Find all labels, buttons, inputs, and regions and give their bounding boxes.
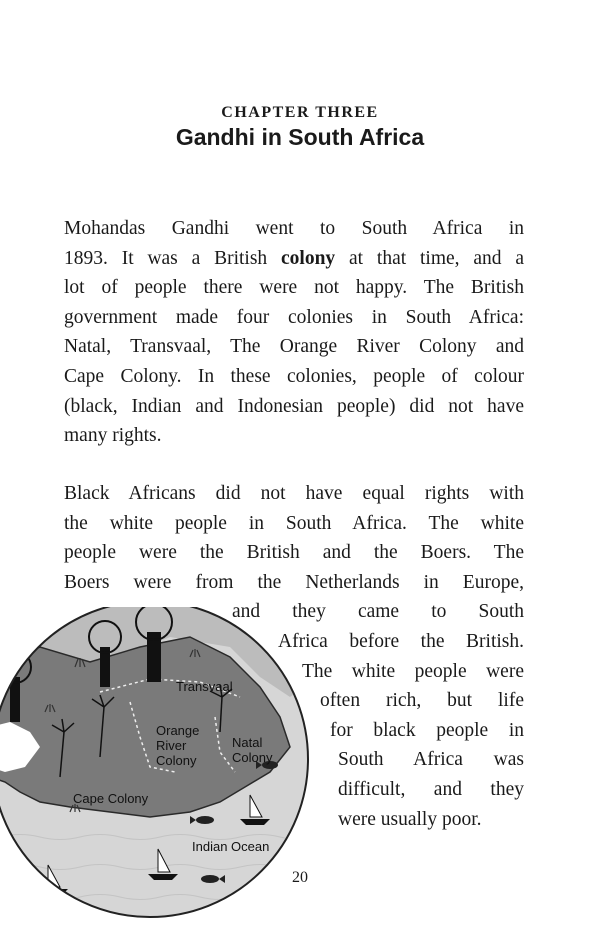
glossary-term-colony: colony — [281, 247, 336, 269]
paragraph-line: government made four colonies in South Africa: — [64, 306, 524, 328]
paragraph-line: South Africa was — [338, 749, 524, 770]
map-label-natal-colony — [232, 735, 272, 765]
paragraph-line: Black Africans did not have equal rights with — [64, 483, 524, 504]
paragraph-line: lot of people there were not happy. The British — [64, 277, 524, 299]
paragraph-line: The white people were — [302, 661, 524, 682]
map-label-indian-ocean: Indian Ocean — [192, 839, 270, 854]
paragraph-2 — [64, 479, 524, 597]
paragraph-line: Natal, Transvaal, The Orange River Colony and — [64, 336, 524, 358]
paragraph-line: many rights. — [64, 425, 162, 447]
map-label-orange-river-colony — [156, 723, 199, 768]
paragraph-line: were usually poor. — [338, 809, 482, 830]
page-number: 20 — [292, 869, 308, 886]
paragraph-line: Africa before the British. — [278, 631, 524, 652]
map-label-line: River — [156, 738, 187, 753]
map-label-transvaal: Transvaal — [176, 679, 233, 694]
paragraph-line: Cape Colony. In these colonies, people of colour — [64, 365, 524, 387]
paragraph-line: often rich, but life — [320, 690, 524, 711]
paragraph-line: difficult, and they — [338, 779, 524, 800]
map-label-line: Colony — [156, 753, 197, 768]
map-label-cape-colony: Cape Colony — [73, 791, 149, 806]
text-run: at that time, and a — [335, 247, 524, 269]
paragraph-line: Boers were from the Netherlands in Europe, — [64, 571, 524, 593]
paragraph-line: the white people in South Africa. The white — [64, 512, 524, 534]
map-label-line: Natal — [232, 735, 263, 750]
map-label-line: Orange — [156, 723, 200, 738]
chapter-label: CHAPTER THREE — [221, 104, 379, 121]
paragraph-line — [64, 244, 524, 274]
paragraph-1 — [64, 214, 524, 451]
text-run: 1893. It was a British — [64, 247, 282, 269]
paragraph-line: for black people in — [330, 720, 524, 741]
chapter-title: Gandhi in South Africa — [175, 124, 425, 150]
map-label-line: Colony — [232, 750, 273, 765]
paragraph-line: (black, Indian and Indonesian people) did not have — [64, 395, 524, 417]
paragraph-line: people were the British and the Boers. The — [64, 542, 524, 564]
south-africa-map — [0, 607, 320, 921]
paragraph-line: and they came to South — [232, 601, 524, 622]
paragraph-line: Mohandas Gandhi went to South Africa in — [64, 218, 524, 239]
